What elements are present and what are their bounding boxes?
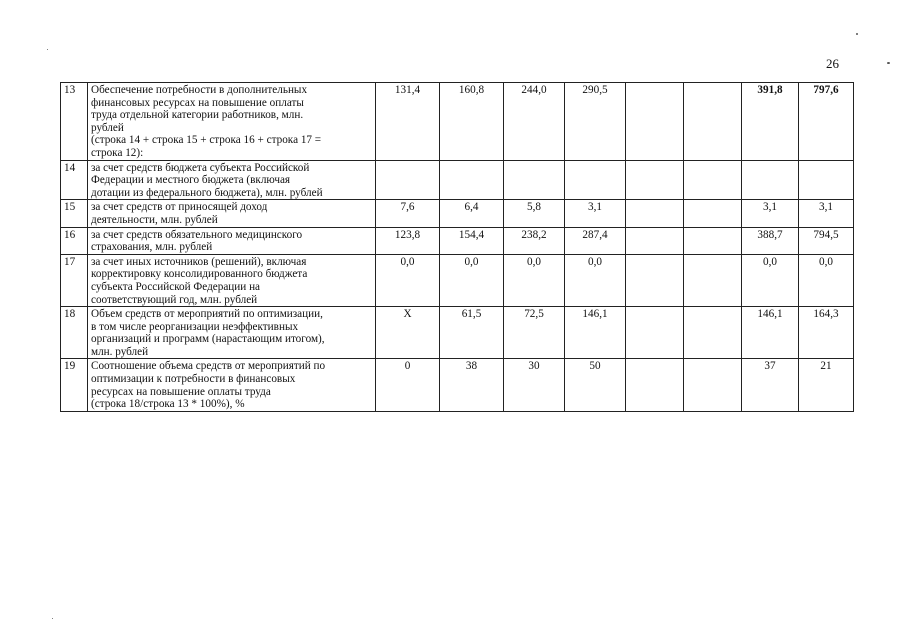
budget-table	[60, 82, 854, 412]
value-cell	[504, 160, 565, 200]
value-cell: 287,4	[565, 227, 626, 254]
description-line: за счет средств обязательного медицинского	[91, 228, 303, 241]
value-cell	[684, 254, 742, 306]
value-cell	[626, 307, 684, 359]
description-line: Объем средств от мероприятий по оптимизации,	[91, 308, 323, 321]
value-cell	[626, 83, 684, 161]
value-cell	[626, 160, 684, 200]
row-number: 14	[61, 160, 88, 200]
description-line: Обеспечение потребности в дополнительных	[91, 84, 308, 96]
description-line: дотации из федерального бюджета), млн. рублей	[91, 186, 323, 199]
table-row	[61, 254, 854, 306]
value-cell: Х	[376, 307, 440, 359]
description-line: финансовых ресурсах на повышение оплаты	[91, 96, 304, 109]
row-number: 19	[61, 359, 88, 411]
page-number: 26	[826, 56, 839, 71]
value-cell: 6,4	[440, 200, 504, 227]
value-cell: 794,5	[799, 227, 854, 254]
description-line: млн. рублей	[91, 345, 149, 358]
description-line: Федерации и местного бюджета (включая	[91, 174, 291, 187]
value-cell: 21	[799, 359, 854, 411]
row-number: 15	[61, 200, 88, 227]
value-cell: 0,0	[376, 254, 440, 306]
description-line: оптимизации к потребности в финансовых	[91, 373, 296, 386]
table-row	[61, 227, 854, 254]
value-cell: 37	[742, 359, 799, 411]
description-line: (строка 18/строка 13 * 100%), %	[91, 398, 245, 411]
description-line: за счет иных источников (решений), включая	[91, 255, 307, 268]
value-cell: 290,5	[565, 83, 626, 161]
description-line: Соотношение объема средств от мероприятий по	[91, 360, 326, 373]
value-cell	[684, 359, 742, 411]
value-cell: 123,8	[376, 227, 440, 254]
scan-speck	[887, 62, 890, 64]
scan-speck	[52, 618, 53, 619]
row-description	[88, 200, 376, 227]
value-cell: 391,8	[742, 83, 799, 161]
value-cell: 3,1	[565, 200, 626, 227]
value-cell: 0,0	[565, 254, 626, 306]
description-line: строка 12):	[91, 146, 144, 159]
value-cell: 160,8	[440, 83, 504, 161]
value-cell: 72,5	[504, 307, 565, 359]
value-cell	[684, 200, 742, 227]
description-line: ресурсах на повышение оплаты труда	[91, 385, 271, 398]
table-row	[61, 359, 854, 411]
value-cell	[626, 359, 684, 411]
row-description	[88, 83, 376, 161]
description-line: корректировку консолидированного бюджета	[91, 268, 308, 281]
row-description	[88, 160, 376, 200]
table-body	[61, 83, 854, 412]
row-description	[88, 227, 376, 254]
value-cell: 50	[565, 359, 626, 411]
table-row	[61, 307, 854, 359]
value-cell: 30	[504, 359, 565, 411]
value-cell: 244,0	[504, 83, 565, 161]
description-line: за счет средств бюджета субъекта Российской	[91, 161, 310, 174]
value-cell	[684, 227, 742, 254]
value-cell	[799, 160, 854, 200]
value-cell: 0,0	[440, 254, 504, 306]
value-cell: 131,4	[376, 83, 440, 161]
value-cell	[742, 160, 799, 200]
row-number: 17	[61, 254, 88, 306]
row-description	[88, 254, 376, 306]
value-cell: 164,3	[799, 307, 854, 359]
value-cell: 797,6	[799, 83, 854, 161]
value-cell	[440, 160, 504, 200]
description-line: страхования, млн. рублей	[91, 241, 213, 254]
table-row	[61, 83, 854, 161]
value-cell: 0	[376, 359, 440, 411]
scan-speck	[47, 49, 48, 50]
value-cell: 388,7	[742, 227, 799, 254]
value-cell: 238,2	[504, 227, 565, 254]
value-cell	[626, 200, 684, 227]
description-line: в том числе реорганизации неэффективных	[91, 320, 299, 333]
description-line: (строка 14 + строка 15 + строка 16 + строка 17 =	[91, 134, 322, 147]
description-line: организаций и программ (нарастающим итогом),	[91, 333, 325, 346]
value-cell: 154,4	[440, 227, 504, 254]
value-cell	[684, 307, 742, 359]
value-cell	[684, 160, 742, 200]
table-row	[61, 160, 854, 200]
table-row	[61, 200, 854, 227]
description-line: деятельности, млн. рублей	[91, 213, 218, 226]
scan-speck	[856, 33, 858, 35]
value-cell: 0,0	[799, 254, 854, 306]
description-line: рублей	[91, 121, 124, 134]
value-cell: 3,1	[742, 200, 799, 227]
description-line: субъекта Российской Федерации на	[91, 280, 261, 293]
description-line: труда отдельной категории работников, млн.	[91, 109, 304, 122]
value-cell	[376, 160, 440, 200]
row-number: 16	[61, 227, 88, 254]
description-line: соответствующий год, млн. рублей	[91, 293, 258, 306]
value-cell	[565, 160, 626, 200]
value-cell: 0,0	[742, 254, 799, 306]
value-cell	[626, 254, 684, 306]
row-number: 13	[61, 83, 88, 161]
row-number: 18	[61, 307, 88, 359]
value-cell: 0,0	[504, 254, 565, 306]
value-cell	[684, 83, 742, 161]
value-cell: 61,5	[440, 307, 504, 359]
value-cell: 5,8	[504, 200, 565, 227]
description-line: за счет средств от приносящей доход	[91, 201, 268, 214]
row-description	[88, 359, 376, 411]
value-cell: 38	[440, 359, 504, 411]
value-cell: 3,1	[799, 200, 854, 227]
value-cell: 146,1	[565, 307, 626, 359]
value-cell	[626, 227, 684, 254]
row-description	[88, 307, 376, 359]
value-cell: 7,6	[376, 200, 440, 227]
value-cell: 146,1	[742, 307, 799, 359]
